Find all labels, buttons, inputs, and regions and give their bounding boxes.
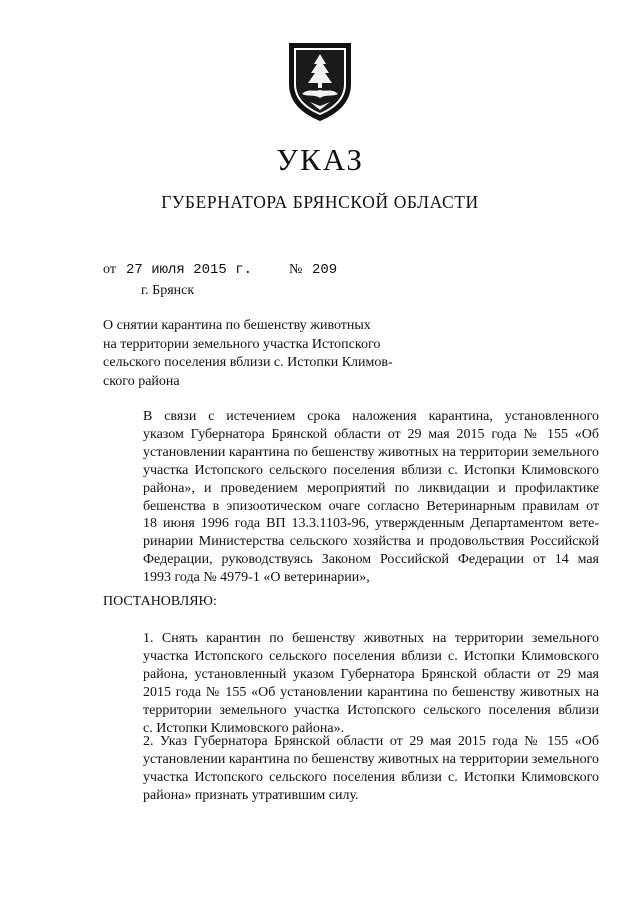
- subject-line: на территории земельного участка Истопского: [103, 336, 381, 352]
- document-title: УКАЗ: [276, 142, 364, 177]
- resolve-heading: ПОСТАНОВЛЯЮ:: [103, 594, 217, 609]
- document-number: 209: [312, 262, 338, 278]
- paragraph-line: района», и проведением мероприятий по ликвидации и профилактике: [143, 480, 599, 496]
- preamble-paragraph: [103, 408, 599, 587]
- date-prefix: от: [103, 262, 116, 277]
- paragraph-line: 2015 года № 155 «Об установлении карантина по бешенству животных на: [143, 684, 599, 700]
- city-name: г. Брянск: [141, 283, 195, 298]
- paragraph-line: района, установленный указом Губернатора Брянской области от 29 мая: [143, 666, 599, 682]
- paragraph-line: 1993 года № 4979-1 «О ветеринарии»,: [143, 570, 370, 586]
- subject-line: О снятии карантина по бешенству животных: [103, 318, 371, 333]
- coat-of-arms-icon: [286, 40, 354, 122]
- subject-line: ского района: [103, 373, 180, 389]
- paragraph-line: 2. Указ Губернатора Брянской области от 29 мая 2015 года № 155 «Об: [143, 734, 599, 749]
- item-2-paragraph: [103, 733, 599, 805]
- paragraph-line: участка Истопского сельского поселения вблизи с. Истопки Климовского: [143, 462, 599, 478]
- paragraph-line: 18 июня 1996 года ВП 13.3.1103-96, утвержденным Департаментом вете-: [143, 516, 599, 532]
- paragraph-line: ринарии Министерства сельского хозяйства и продовольствия Российской: [143, 534, 599, 550]
- paragraph-line: Федерации, руководствуясь Законом Российской Федерации от 14 мая: [143, 552, 599, 568]
- paragraph-line: В связи с истечением срока наложения карантина, установленного: [143, 409, 599, 424]
- document-date: 27 июля 2015 г.: [126, 262, 253, 278]
- paragraph-line: 1. Снять карантин по бешенству животных на территории земельного: [143, 631, 599, 646]
- paragraph-line: участка Истопского сельского поселения вблизи с. Истопки Климовского: [143, 648, 599, 664]
- subject-line: сельского поселения вблизи с. Истопки Климов-: [103, 355, 393, 370]
- paragraph-line: бешенства в эпизоотическом очаге согласно Ветеринарным правилам от: [143, 498, 599, 514]
- document-subject: [103, 317, 433, 391]
- document-subtitle: ГУБЕРНАТОРА БРЯНСКОЙ ОБЛАСТИ: [161, 192, 479, 212]
- paragraph-line: территории земельного участка Истопского сельского поселения вблизи: [143, 702, 599, 718]
- paragraph-line: района» признать утратившим силу.: [143, 787, 359, 803]
- paragraph-line: установлении карантина по бешенству животных на территории земельного: [143, 751, 599, 767]
- number-prefix: №: [289, 262, 303, 277]
- item-1-paragraph: [103, 630, 599, 737]
- paragraph-line: указом Губернатора Брянской области от 29 мая 2015 года № 155 «Об: [143, 426, 599, 442]
- paragraph-line: установлении карантина по бешенству животных на территории земельного: [143, 444, 599, 460]
- paragraph-line: с. Истопки Климовского района».: [143, 720, 345, 736]
- paragraph-line: участка Истопского сельского поселения вблизи с. Истопки Климовского: [143, 769, 599, 785]
